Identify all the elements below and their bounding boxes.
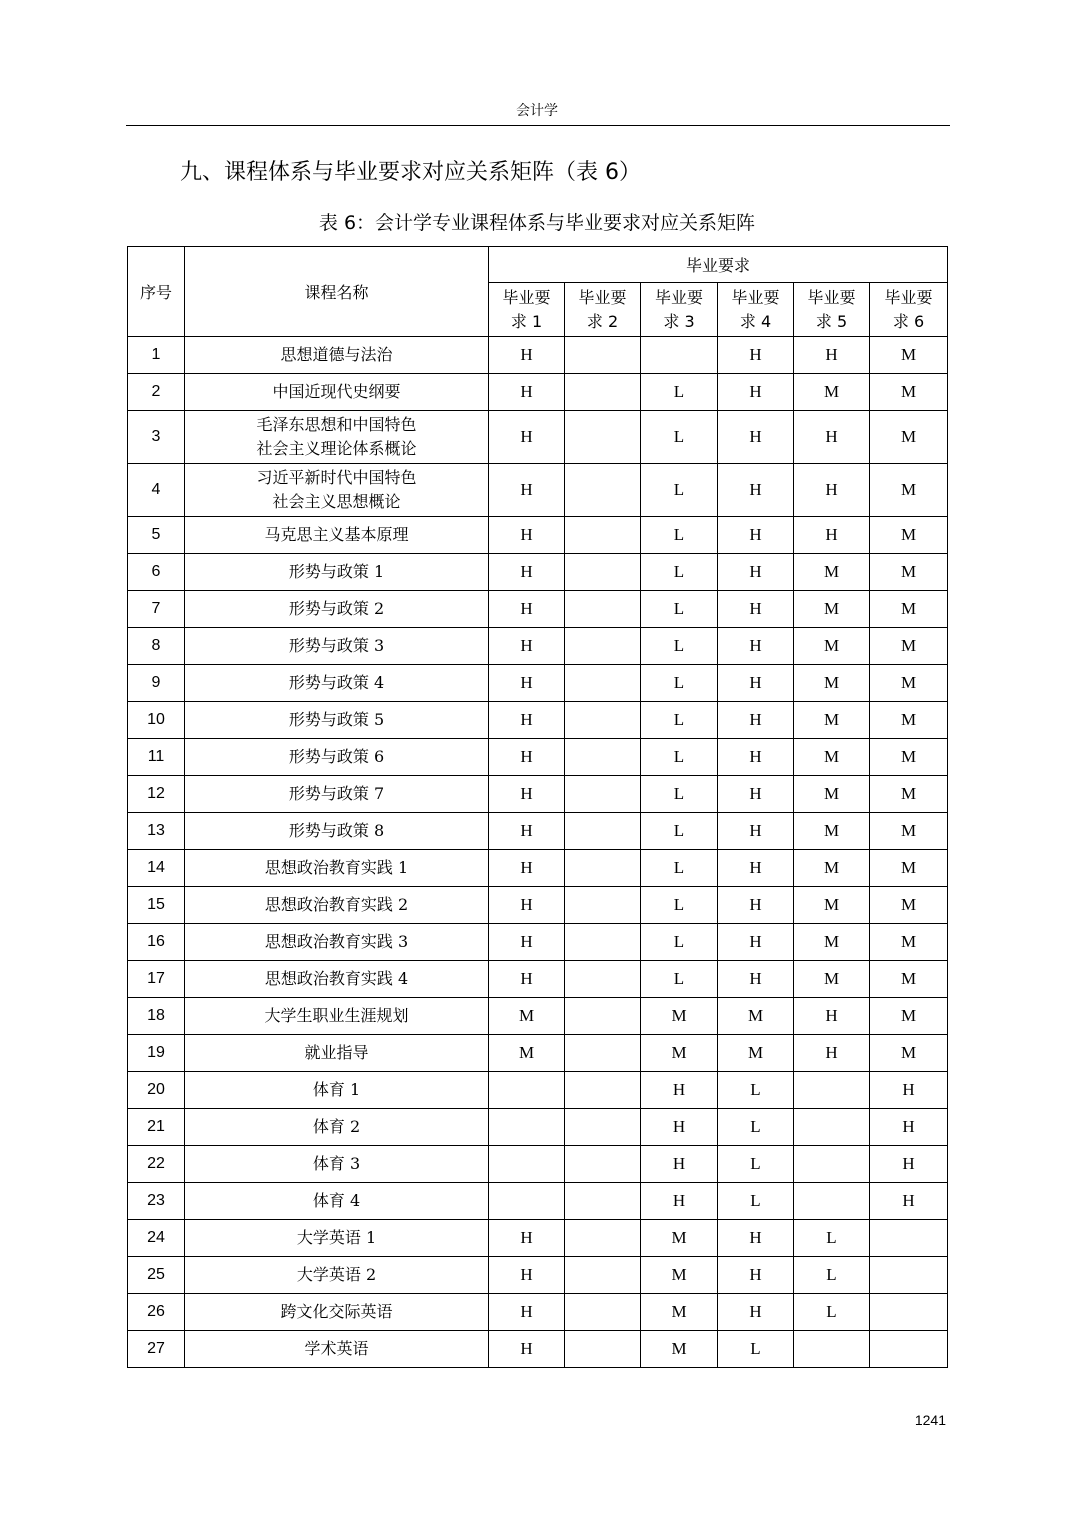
- support-level-req-5: M: [794, 776, 870, 813]
- table-row: [128, 1146, 948, 1183]
- course-name-line: 思想道德与法治: [280, 345, 393, 364]
- table-caption: 表 6：会计学专业课程体系与毕业要求对应关系矩阵: [318, 212, 756, 234]
- course-name-line: 体育 2: [312, 1117, 361, 1136]
- support-level-req-2: [565, 776, 641, 813]
- support-level-req-5: L: [794, 1220, 870, 1257]
- course-name: [185, 411, 489, 464]
- course-name-line: 大学生职业生涯规划: [264, 1006, 409, 1025]
- row-index: 8: [128, 628, 185, 665]
- support-level-req-1: H: [489, 337, 565, 374]
- support-level-req-1: H: [489, 411, 565, 464]
- support-level-req-2: [565, 924, 641, 961]
- support-level-req-4: L: [718, 1331, 794, 1368]
- support-level-req-3: H: [641, 1183, 718, 1220]
- support-level-req-3: M: [641, 998, 718, 1035]
- support-level-req-1: M: [489, 998, 565, 1035]
- table-row: [128, 1072, 948, 1109]
- support-level-req-1: [489, 1146, 565, 1183]
- support-level-req-6: H: [870, 1146, 948, 1183]
- support-level-req-4: L: [718, 1146, 794, 1183]
- requirement-label-line: 求 1: [510, 311, 543, 331]
- course-name: [185, 628, 489, 665]
- header-requirement-3: [641, 283, 718, 337]
- table-row: [128, 517, 948, 554]
- support-level-req-1: H: [489, 702, 565, 739]
- course-name: [185, 850, 489, 887]
- support-level-req-2: [565, 1220, 641, 1257]
- header-requirement-4: [718, 283, 794, 337]
- support-level-req-4: H: [718, 1220, 794, 1257]
- row-index: 5: [128, 517, 185, 554]
- table-row: [128, 961, 948, 998]
- header-requirement-6: [870, 283, 948, 337]
- table-row: [128, 554, 948, 591]
- table-row: [128, 924, 948, 961]
- requirement-label-line: 求 6: [892, 311, 925, 331]
- course-name-line: 体育 1: [312, 1080, 361, 1099]
- support-level-req-5: H: [794, 517, 870, 554]
- row-index: 25: [128, 1257, 185, 1294]
- header-requirements-group: 毕业要求: [489, 247, 948, 283]
- course-name: [185, 924, 489, 961]
- row-index: 14: [128, 850, 185, 887]
- support-level-req-5: H: [794, 464, 870, 517]
- row-index: 12: [128, 776, 185, 813]
- support-level-req-4: H: [718, 887, 794, 924]
- course-name-line: 中国近现代史纲要: [272, 382, 401, 401]
- support-level-req-2: [565, 961, 641, 998]
- course-name: [185, 1183, 489, 1220]
- course-name-line: 体育 3: [312, 1154, 361, 1173]
- support-level-req-5: M: [794, 924, 870, 961]
- table-row: [128, 591, 948, 628]
- course-name-line: 思想政治教育实践 3: [264, 932, 409, 951]
- support-level-req-6: [870, 1331, 948, 1368]
- support-level-req-4: H: [718, 554, 794, 591]
- support-level-req-5: H: [794, 337, 870, 374]
- support-level-req-3: L: [641, 554, 718, 591]
- support-level-req-5: [794, 1072, 870, 1109]
- support-level-req-6: H: [870, 1109, 948, 1146]
- support-level-req-5: M: [794, 374, 870, 411]
- support-level-req-1: H: [489, 1331, 565, 1368]
- course-name-line: 形势与政策 3: [288, 636, 385, 655]
- table-row: [128, 1035, 948, 1072]
- support-level-req-1: H: [489, 464, 565, 517]
- course-name-line: 马克思主义基本原理: [264, 525, 409, 544]
- support-level-req-1: [489, 1072, 565, 1109]
- table-row: [128, 337, 948, 374]
- support-level-req-4: H: [718, 665, 794, 702]
- support-level-req-3: L: [641, 887, 718, 924]
- row-index: 17: [128, 961, 185, 998]
- row-index: 24: [128, 1220, 185, 1257]
- support-level-req-2: [565, 1183, 641, 1220]
- table-row: [128, 887, 948, 924]
- support-level-req-1: M: [489, 1035, 565, 1072]
- support-level-req-2: [565, 374, 641, 411]
- row-index: 19: [128, 1035, 185, 1072]
- support-level-req-5: M: [794, 628, 870, 665]
- support-level-req-1: H: [489, 1257, 565, 1294]
- course-name: [185, 961, 489, 998]
- support-level-req-4: H: [718, 924, 794, 961]
- support-level-req-1: H: [489, 739, 565, 776]
- support-level-req-3: [641, 337, 718, 374]
- support-level-req-5: M: [794, 591, 870, 628]
- requirement-label-line: 毕业要: [884, 287, 933, 307]
- row-index: 15: [128, 887, 185, 924]
- row-index: 9: [128, 665, 185, 702]
- support-level-req-2: [565, 1072, 641, 1109]
- support-level-req-3: L: [641, 924, 718, 961]
- support-level-req-1: [489, 1183, 565, 1220]
- support-level-req-6: M: [870, 776, 948, 813]
- support-level-req-1: H: [489, 776, 565, 813]
- course-name-line: 形势与政策 5: [288, 710, 385, 729]
- support-level-req-6: M: [870, 961, 948, 998]
- table-row: [128, 1294, 948, 1331]
- course-name-line: 思想政治教育实践 4: [264, 969, 409, 988]
- course-name: [185, 813, 489, 850]
- support-level-req-6: M: [870, 850, 948, 887]
- support-level-req-5: M: [794, 554, 870, 591]
- support-level-req-4: H: [718, 411, 794, 464]
- support-level-req-4: M: [718, 998, 794, 1035]
- row-index: 16: [128, 924, 185, 961]
- support-level-req-1: H: [489, 628, 565, 665]
- support-level-req-6: M: [870, 517, 948, 554]
- course-name: [185, 1072, 489, 1109]
- support-level-req-4: M: [718, 1035, 794, 1072]
- support-level-req-5: [794, 1146, 870, 1183]
- table-row: [128, 813, 948, 850]
- course-name: [185, 337, 489, 374]
- support-level-req-4: H: [718, 850, 794, 887]
- support-level-req-3: L: [641, 665, 718, 702]
- support-level-req-4: H: [718, 517, 794, 554]
- course-name-line: 社会主义思想概论: [272, 492, 401, 511]
- table-row: [128, 998, 948, 1035]
- support-level-req-2: [565, 1294, 641, 1331]
- course-name-line: 形势与政策 4: [288, 673, 385, 692]
- support-level-req-5: [794, 1331, 870, 1368]
- support-level-req-5: M: [794, 961, 870, 998]
- row-index: 10: [128, 702, 185, 739]
- table-row: [128, 665, 948, 702]
- course-name-line: 社会主义理论体系概论: [256, 439, 417, 458]
- course-name-line: 大学英语 1: [296, 1228, 377, 1247]
- support-level-req-3: M: [641, 1220, 718, 1257]
- support-level-req-6: H: [870, 1183, 948, 1220]
- table-row: [128, 411, 948, 464]
- support-level-req-5: [794, 1109, 870, 1146]
- support-level-req-6: M: [870, 1035, 948, 1072]
- course-name-line: 形势与政策 2: [288, 599, 385, 618]
- support-level-req-6: H: [870, 1072, 948, 1109]
- support-level-req-4: L: [718, 1109, 794, 1146]
- support-level-req-1: H: [489, 665, 565, 702]
- table-row: [128, 739, 948, 776]
- support-level-req-5: L: [794, 1294, 870, 1331]
- support-level-req-5: M: [794, 887, 870, 924]
- support-level-req-6: M: [870, 411, 948, 464]
- row-index: 2: [128, 374, 185, 411]
- support-level-req-6: M: [870, 665, 948, 702]
- support-level-req-2: [565, 554, 641, 591]
- row-index: 18: [128, 998, 185, 1035]
- course-name-line: 体育 4: [312, 1191, 361, 1210]
- row-index: 21: [128, 1109, 185, 1146]
- requirements-matrix-table: [127, 246, 948, 1368]
- support-level-req-2: [565, 337, 641, 374]
- requirement-label-line: 求 5: [815, 311, 848, 331]
- support-level-req-5: M: [794, 702, 870, 739]
- support-level-req-5: M: [794, 850, 870, 887]
- requirement-label-line: 求 4: [739, 311, 772, 331]
- header-rule: [126, 125, 950, 126]
- course-name: [185, 591, 489, 628]
- requirement-label-line: 求 2: [586, 311, 619, 331]
- support-level-req-3: M: [641, 1035, 718, 1072]
- support-level-req-5: H: [794, 411, 870, 464]
- support-level-req-1: H: [489, 887, 565, 924]
- course-name-line: 思想政治教育实践 2: [264, 895, 409, 914]
- course-name: [185, 374, 489, 411]
- support-level-req-3: H: [641, 1146, 718, 1183]
- header-requirement-1: [489, 283, 565, 337]
- course-name-line: 就业指导: [304, 1043, 369, 1062]
- support-level-req-2: [565, 850, 641, 887]
- support-level-req-1: H: [489, 961, 565, 998]
- support-level-req-1: H: [489, 850, 565, 887]
- support-level-req-3: L: [641, 776, 718, 813]
- course-name: [185, 1331, 489, 1368]
- table-row: [128, 1183, 948, 1220]
- support-level-req-6: M: [870, 374, 948, 411]
- course-name: [185, 887, 489, 924]
- support-level-req-4: H: [718, 702, 794, 739]
- support-level-req-4: L: [718, 1183, 794, 1220]
- course-name: [185, 1035, 489, 1072]
- support-level-req-3: L: [641, 850, 718, 887]
- row-index: 27: [128, 1331, 185, 1368]
- support-level-req-2: [565, 1146, 641, 1183]
- course-name: [185, 517, 489, 554]
- support-level-req-3: L: [641, 702, 718, 739]
- support-level-req-6: M: [870, 924, 948, 961]
- table-row: [128, 1220, 948, 1257]
- row-index: 20: [128, 1072, 185, 1109]
- course-name: [185, 702, 489, 739]
- support-level-req-2: [565, 1109, 641, 1146]
- support-level-req-3: L: [641, 739, 718, 776]
- course-name: [185, 998, 489, 1035]
- support-level-req-6: [870, 1220, 948, 1257]
- support-level-req-6: M: [870, 554, 948, 591]
- support-level-req-4: H: [718, 628, 794, 665]
- support-level-req-5: [794, 1183, 870, 1220]
- requirement-label-line: 毕业要: [654, 287, 703, 307]
- table-row: [128, 628, 948, 665]
- support-level-req-4: H: [718, 961, 794, 998]
- table-row: [128, 702, 948, 739]
- support-level-req-4: L: [718, 1072, 794, 1109]
- support-level-req-6: M: [870, 337, 948, 374]
- requirement-label-line: 毕业要: [578, 287, 627, 307]
- support-level-req-2: [565, 1331, 641, 1368]
- row-index: 26: [128, 1294, 185, 1331]
- page-number: 1241: [914, 1412, 946, 1428]
- row-index: 11: [128, 739, 185, 776]
- support-level-req-5: H: [794, 998, 870, 1035]
- support-level-req-3: L: [641, 411, 718, 464]
- support-level-req-2: [565, 517, 641, 554]
- support-level-req-3: L: [641, 961, 718, 998]
- support-level-req-2: [565, 411, 641, 464]
- table-row: [128, 1331, 948, 1368]
- support-level-req-6: [870, 1294, 948, 1331]
- support-level-req-2: [565, 813, 641, 850]
- header-index: 序号: [128, 247, 185, 337]
- support-level-req-2: [565, 887, 641, 924]
- support-level-req-4: H: [718, 464, 794, 517]
- requirement-label-line: 毕业要: [731, 287, 780, 307]
- course-name: [185, 1257, 489, 1294]
- support-level-req-3: L: [641, 628, 718, 665]
- table-row: [128, 776, 948, 813]
- support-level-req-2: [565, 591, 641, 628]
- table-row: [128, 1109, 948, 1146]
- table-row: [128, 1257, 948, 1294]
- support-level-req-4: H: [718, 1257, 794, 1294]
- support-level-req-2: [565, 1257, 641, 1294]
- support-level-req-5: H: [794, 1035, 870, 1072]
- header-requirement-5: [794, 283, 870, 337]
- support-level-req-6: M: [870, 628, 948, 665]
- support-level-req-3: M: [641, 1331, 718, 1368]
- support-level-req-3: L: [641, 464, 718, 517]
- course-name-line: 思想政治教育实践 1: [264, 858, 409, 877]
- support-level-req-4: H: [718, 813, 794, 850]
- support-level-req-6: M: [870, 702, 948, 739]
- course-name: [185, 665, 489, 702]
- support-level-req-6: M: [870, 887, 948, 924]
- course-name: [185, 776, 489, 813]
- support-level-req-6: M: [870, 464, 948, 517]
- header-requirement-2: [565, 283, 641, 337]
- course-name: [185, 1146, 489, 1183]
- support-level-req-1: H: [489, 813, 565, 850]
- support-level-req-4: H: [718, 591, 794, 628]
- support-level-req-3: L: [641, 813, 718, 850]
- support-level-req-2: [565, 1035, 641, 1072]
- course-name-line: 形势与政策 1: [288, 562, 385, 581]
- support-level-req-2: [565, 702, 641, 739]
- support-level-req-4: H: [718, 374, 794, 411]
- support-level-req-2: [565, 665, 641, 702]
- support-level-req-6: M: [870, 998, 948, 1035]
- support-level-req-3: L: [641, 374, 718, 411]
- course-name-line: 毛泽东思想和中国特色: [256, 415, 417, 434]
- support-level-req-1: H: [489, 924, 565, 961]
- support-level-req-3: L: [641, 517, 718, 554]
- course-name: [185, 464, 489, 517]
- support-level-req-5: L: [794, 1257, 870, 1294]
- row-index: 13: [128, 813, 185, 850]
- course-name: [185, 1109, 489, 1146]
- section-heading: 九、课程体系与毕业要求对应关系矩阵（表 6）: [180, 160, 641, 185]
- row-index: 22: [128, 1146, 185, 1183]
- course-name-line: 习近平新时代中国特色: [256, 468, 417, 487]
- support-level-req-3: M: [641, 1294, 718, 1331]
- support-level-req-6: M: [870, 739, 948, 776]
- support-level-req-4: H: [718, 1294, 794, 1331]
- support-level-req-3: H: [641, 1109, 718, 1146]
- course-name: [185, 554, 489, 591]
- support-level-req-6: [870, 1257, 948, 1294]
- course-name: [185, 739, 489, 776]
- support-level-req-1: [489, 1109, 565, 1146]
- row-index: 23: [128, 1183, 185, 1220]
- table-row: [128, 374, 948, 411]
- course-name-line: 学术英语: [304, 1339, 369, 1358]
- course-name: [185, 1294, 489, 1331]
- support-level-req-2: [565, 464, 641, 517]
- course-name-line: 跨文化交际英语: [280, 1302, 393, 1321]
- support-level-req-2: [565, 739, 641, 776]
- support-level-req-6: M: [870, 813, 948, 850]
- support-level-req-4: H: [718, 337, 794, 374]
- row-index: 3: [128, 411, 185, 464]
- table-row: [128, 464, 948, 517]
- support-level-req-1: H: [489, 554, 565, 591]
- support-level-req-4: H: [718, 776, 794, 813]
- table-row: [128, 850, 948, 887]
- course-name: [185, 1220, 489, 1257]
- support-level-req-1: H: [489, 374, 565, 411]
- course-name-line: 形势与政策 8: [288, 821, 385, 840]
- support-level-req-2: [565, 628, 641, 665]
- requirement-label-line: 毕业要: [502, 287, 551, 307]
- support-level-req-2: [565, 998, 641, 1035]
- course-name-line: 形势与政策 7: [288, 784, 385, 803]
- support-level-req-1: H: [489, 591, 565, 628]
- support-level-req-3: H: [641, 1072, 718, 1109]
- row-index: 6: [128, 554, 185, 591]
- support-level-req-3: M: [641, 1257, 718, 1294]
- header-course-name: 课程名称: [185, 247, 489, 337]
- requirement-label-line: 求 3: [663, 311, 695, 331]
- row-index: 7: [128, 591, 185, 628]
- support-level-req-5: M: [794, 739, 870, 776]
- support-level-req-5: M: [794, 665, 870, 702]
- course-name-line: 形势与政策 6: [288, 747, 385, 766]
- support-level-req-4: H: [718, 739, 794, 776]
- support-level-req-5: M: [794, 813, 870, 850]
- support-level-req-1: H: [489, 1294, 565, 1331]
- requirement-label-line: 毕业要: [807, 287, 856, 307]
- row-index: 1: [128, 337, 185, 374]
- support-level-req-1: H: [489, 517, 565, 554]
- row-index: 4: [128, 464, 185, 517]
- support-level-req-6: M: [870, 591, 948, 628]
- course-name-line: 大学英语 2: [296, 1265, 377, 1284]
- running-header: 会计学: [516, 103, 558, 119]
- support-level-req-1: H: [489, 1220, 565, 1257]
- support-level-req-3: L: [641, 591, 718, 628]
